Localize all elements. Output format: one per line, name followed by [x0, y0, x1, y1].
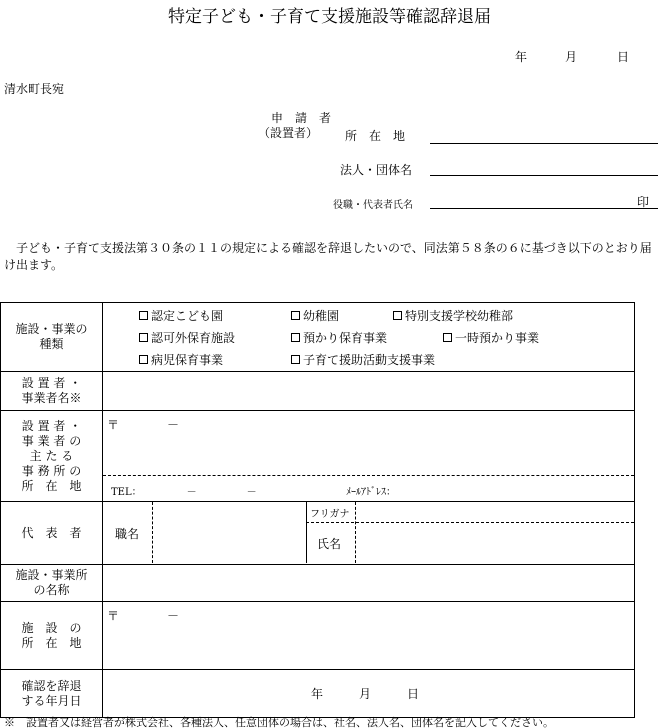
option-ichiji-azukari[interactable]: 一時預かり事業: [443, 327, 539, 349]
checkbox-icon[interactable]: [139, 311, 148, 320]
operator-name-label: 設 置 者 ・ 事業者名※: [1, 372, 103, 411]
name-label: 氏名: [317, 537, 342, 551]
applicant-address-label: 所 在 地: [345, 129, 406, 143]
facility-postal[interactable]: 〒 －: [107, 609, 180, 623]
applicant-subtitle: （設置者）: [258, 126, 319, 140]
option-byoji-hoiku[interactable]: 病児保育事業: [139, 349, 223, 371]
applicant-address-line[interactable]: [430, 143, 658, 144]
facility-type-label: 施設・事業の 種類: [1, 303, 103, 372]
withdraw-date-field[interactable]: 年 月 日: [103, 670, 635, 718]
facility-type-options: [103, 303, 635, 372]
option-kosodate-enjo[interactable]: 子育て援助活動支援事業: [291, 349, 435, 371]
confirmation-table: [0, 302, 635, 718]
furigana-label: フリガナ: [310, 509, 350, 520]
withdraw-date-label: 確認を辞退 する年月日: [1, 670, 103, 718]
checkbox-icon[interactable]: [443, 333, 452, 342]
page-title: 特定子ども・子育て支援施設等確認辞退届: [168, 7, 491, 27]
checkbox-icon[interactable]: [139, 333, 148, 342]
seal-mark: 印: [637, 195, 650, 209]
facility-name-field[interactable]: [103, 565, 635, 602]
row-representative: [1, 502, 635, 565]
option-ninkagai-hoiku[interactable]: 認可外保育施設: [139, 327, 235, 349]
row-facility-type: [1, 303, 635, 372]
applicant-corp-line[interactable]: [430, 175, 658, 176]
position-label: 職名: [115, 527, 140, 541]
applicant-heading: [258, 111, 331, 141]
option-tokubetsu-shien[interactable]: 特別支援学校幼稚部: [393, 305, 513, 327]
row-withdraw-date: [1, 670, 635, 718]
operator-email[interactable]: ﾒｰﾙｱﾄﾞﾚｽ：: [346, 487, 396, 498]
representative-label: 代 表 者: [1, 502, 103, 565]
option-yochien[interactable]: 幼稚園: [291, 305, 339, 327]
body-text: 子ども・子育て支援法第３０条の１１の規定による確認を辞退したいので、同法第５８条の６に基づき以下のとおり届け出ます。: [4, 241, 652, 272]
solid-divider: [306, 502, 307, 563]
checkbox-icon[interactable]: [393, 311, 402, 320]
facility-address-label: 施 設 の 所 在 地: [1, 602, 103, 670]
operator-postal[interactable]: 〒 －: [107, 418, 180, 432]
year-label: 年: [515, 50, 528, 64]
day-label: 日: [617, 50, 630, 64]
option-azukari-hoiku[interactable]: 預かり保育事業: [291, 327, 387, 349]
applicant-corp-label: 法人・団体名: [340, 163, 413, 177]
operator-tel[interactable]: TEL： － －: [111, 487, 257, 498]
row-facility-address: [1, 602, 635, 670]
facility-name-label: 施設・事業所 の名称: [1, 565, 103, 602]
applicant-title: 申 請 者: [271, 111, 332, 125]
applicant-rep-line[interactable]: [430, 208, 658, 209]
checkbox-icon[interactable]: [291, 333, 300, 342]
addressee: 清水町長宛: [4, 82, 65, 96]
operator-name-field[interactable]: [103, 372, 635, 411]
applicant-rep-label: 役職・代表者氏名: [333, 200, 413, 211]
dashed-divider: [355, 502, 356, 563]
checkbox-icon[interactable]: [139, 355, 148, 364]
footnote: ※ 設置者又は経営者が株式会社、各種法人、任意団体の場合は、社名、法人名、団体名を記入してください。: [4, 716, 554, 728]
option-nintei-kodomoen[interactable]: 認定こども園: [139, 305, 223, 327]
facility-address-cell[interactable]: [103, 602, 635, 670]
row-facility-name: [1, 565, 635, 602]
checkbox-icon[interactable]: [291, 311, 300, 320]
dashed-divider: [103, 475, 634, 476]
month-label: 月: [565, 50, 578, 64]
row-operator-address: [1, 411, 635, 502]
checkbox-icon[interactable]: [291, 355, 300, 364]
row-operator-name: [1, 372, 635, 411]
dashed-divider: [306, 522, 634, 523]
operator-address-label: 設 置 者 ・ 事 業 者 の 主 た る 事 務 所 の 所 在 地: [1, 411, 103, 502]
representative-cell: [103, 502, 635, 565]
operator-address-cell: [103, 411, 635, 502]
dashed-divider: [152, 502, 153, 563]
